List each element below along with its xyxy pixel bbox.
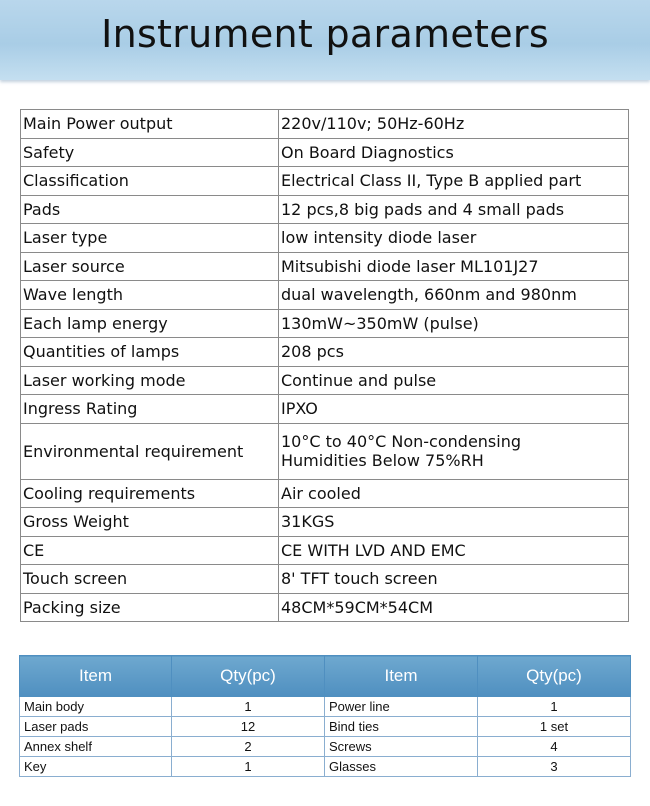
header-item: Item bbox=[325, 656, 478, 697]
table-row bbox=[21, 195, 629, 224]
param-value: 31KGS bbox=[279, 508, 629, 537]
table-header-row bbox=[20, 656, 631, 697]
table-row bbox=[21, 167, 629, 196]
param-label: Gross Weight bbox=[21, 508, 279, 537]
param-value: 130mW~350mW (pulse) bbox=[279, 309, 629, 338]
item-name: Bind ties bbox=[325, 717, 478, 737]
param-value: 208 pcs bbox=[279, 338, 629, 367]
item-qty: 2 bbox=[172, 737, 325, 757]
param-value: Mitsubishi diode laser ML101J27 bbox=[279, 252, 629, 281]
packing-list-table bbox=[19, 655, 631, 777]
param-value: 12 pcs,8 big pads and 4 small pads bbox=[279, 195, 629, 224]
table-row bbox=[20, 717, 631, 737]
param-label: Packing size bbox=[21, 593, 279, 622]
param-label: Laser working mode bbox=[21, 366, 279, 395]
param-label: Cooling requirements bbox=[21, 479, 279, 508]
param-value: CE WITH LVD AND EMC bbox=[279, 536, 629, 565]
item-qty: 1 set bbox=[478, 717, 631, 737]
param-value-line: Humidities Below 75%RH bbox=[281, 451, 484, 470]
table-row bbox=[20, 757, 631, 777]
item-qty: 12 bbox=[172, 717, 325, 737]
header-qty: Qty(pc) bbox=[172, 656, 325, 697]
param-value: Air cooled bbox=[279, 479, 629, 508]
param-label: Laser source bbox=[21, 252, 279, 281]
title-banner bbox=[0, 0, 650, 80]
param-label: Pads bbox=[21, 195, 279, 224]
table-row bbox=[21, 565, 629, 594]
param-value: IPXO bbox=[279, 395, 629, 424]
table-row bbox=[21, 138, 629, 167]
item-qty: 1 bbox=[478, 697, 631, 717]
page-title: Instrument parameters bbox=[101, 12, 549, 56]
param-label: Laser type bbox=[21, 224, 279, 253]
item-name: Laser pads bbox=[20, 717, 172, 737]
table-row bbox=[21, 252, 629, 281]
table-row bbox=[21, 366, 629, 395]
item-qty: 1 bbox=[172, 757, 325, 777]
header-item: Item bbox=[20, 656, 172, 697]
header-qty: Qty(pc) bbox=[478, 656, 631, 697]
table-row bbox=[21, 508, 629, 537]
param-value-line: 10°C to 40°C Non-condensing bbox=[281, 432, 521, 451]
item-qty: 3 bbox=[478, 757, 631, 777]
table-row bbox=[21, 395, 629, 424]
param-value-multiline bbox=[279, 423, 629, 479]
param-label: Each lamp energy bbox=[21, 309, 279, 338]
table-row bbox=[21, 224, 629, 253]
param-value: Electrical Class II, Type B applied part bbox=[279, 167, 629, 196]
item-qty: 1 bbox=[172, 697, 325, 717]
param-label: Safety bbox=[21, 138, 279, 167]
param-label: Classification bbox=[21, 167, 279, 196]
parameters-table bbox=[20, 109, 629, 622]
item-name: Glasses bbox=[325, 757, 478, 777]
param-value: Continue and pulse bbox=[279, 366, 629, 395]
table-row bbox=[21, 110, 629, 139]
item-name: Main body bbox=[20, 697, 172, 717]
table-row bbox=[21, 423, 629, 479]
table-row bbox=[20, 737, 631, 757]
param-label: CE bbox=[21, 536, 279, 565]
item-name: Annex shelf bbox=[20, 737, 172, 757]
param-value: On Board Diagnostics bbox=[279, 138, 629, 167]
table-row bbox=[20, 697, 631, 717]
table-row bbox=[21, 593, 629, 622]
item-qty: 4 bbox=[478, 737, 631, 757]
table-row bbox=[21, 338, 629, 367]
param-value: dual wavelength, 660nm and 980nm bbox=[279, 281, 629, 310]
param-value: low intensity diode laser bbox=[279, 224, 629, 253]
param-label: Main Power output bbox=[21, 110, 279, 139]
param-label: Quantities of lamps bbox=[21, 338, 279, 367]
table-row bbox=[21, 309, 629, 338]
table-row bbox=[21, 479, 629, 508]
item-name: Screws bbox=[325, 737, 478, 757]
param-value: 8' TFT touch screen bbox=[279, 565, 629, 594]
param-label: Touch screen bbox=[21, 565, 279, 594]
item-name: Power line bbox=[325, 697, 478, 717]
param-value: 220v/110v; 50Hz-60Hz bbox=[279, 110, 629, 139]
param-label: Environmental requirement bbox=[21, 423, 279, 479]
param-value: 48CM*59CM*54CM bbox=[279, 593, 629, 622]
table-row bbox=[21, 536, 629, 565]
item-name: Key bbox=[20, 757, 172, 777]
param-label: Wave length bbox=[21, 281, 279, 310]
param-label: Ingress Rating bbox=[21, 395, 279, 424]
table-row bbox=[21, 281, 629, 310]
